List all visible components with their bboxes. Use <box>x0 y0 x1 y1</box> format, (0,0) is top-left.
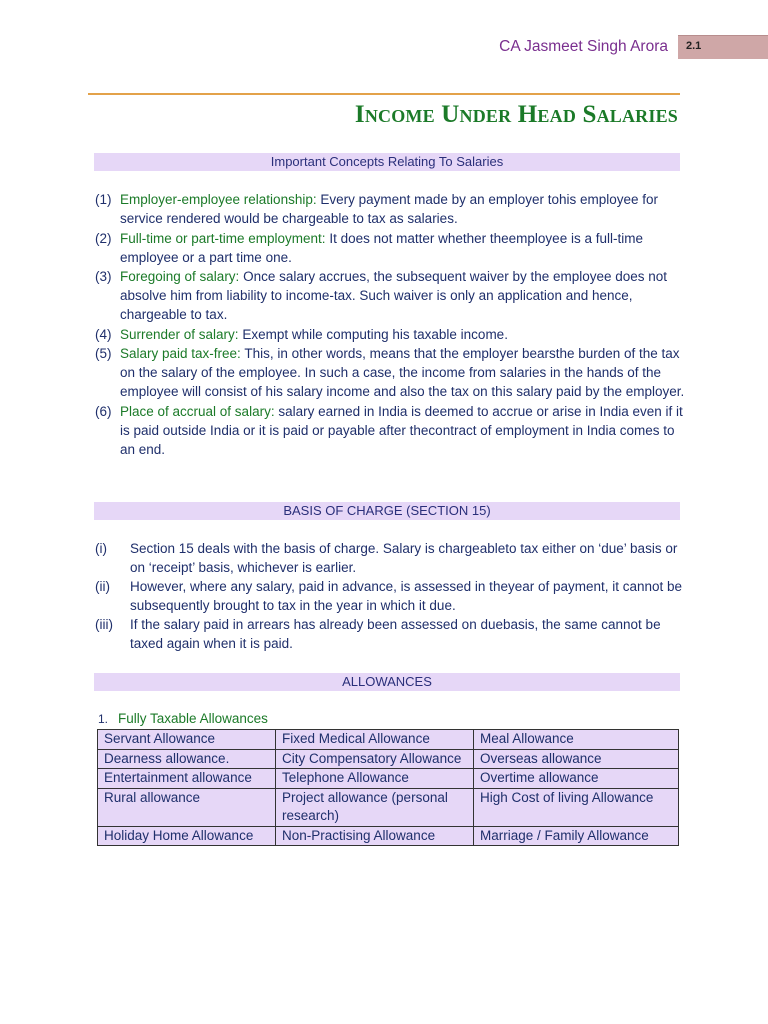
allowances-table <box>97 729 679 846</box>
basis-list <box>95 539 685 653</box>
basis-heading: BASIS OF CHARGE (SECTION 15) <box>94 502 680 520</box>
table-cell: Entertainment allowance <box>98 769 276 789</box>
subheading-number: 1. <box>98 712 109 726</box>
page-number-badge <box>678 35 768 59</box>
concept-term: Full-time or part-time employment: <box>120 230 326 246</box>
concept-text: Exempt while computing his taxable income. <box>238 326 508 342</box>
concept-item <box>95 402 685 459</box>
table-cell: Meal Allowance <box>474 730 679 750</box>
concept-number: (2) <box>95 230 112 246</box>
table-cell: Rural allowance <box>98 788 276 826</box>
table-cell: Marriage / Family Allowance <box>474 826 679 846</box>
concept-item <box>95 229 685 267</box>
basis-item <box>95 577 685 615</box>
table-cell: Overseas allowance <box>474 749 679 769</box>
table-cell: Overtime allowance <box>474 769 679 789</box>
header-author: CA Jasmeet Singh Arora <box>499 38 668 55</box>
table-cell: Servant Allowance <box>98 730 276 750</box>
concept-number: (5) <box>95 346 112 361</box>
concept-term: Surrender of salary: <box>120 326 239 342</box>
concepts-list <box>95 190 685 459</box>
table-cell: Non-Practising Allowance <box>276 826 474 846</box>
table-row <box>98 826 679 846</box>
concept-term: Salary paid tax-free: <box>120 346 241 361</box>
basis-text: However, where any salary, paid in advance, is assessed in theyear of payment, it cannot be subsequently brought to tax in the year in which it due. <box>130 579 683 613</box>
table-cell: City Compensatory Allowance <box>276 749 474 769</box>
fully-taxable-heading <box>98 711 268 726</box>
table-cell: High Cost of living Allowance <box>474 788 679 826</box>
table-cell: Telephone Allowance <box>276 769 474 789</box>
concept-text: salary earned in India is deemed to accrue or arise in India even if it is paid outside India or it is paid or payable after thecontract of employment in India comes to an end. <box>120 403 683 457</box>
table-cell: Dearness allowance. <box>98 749 276 769</box>
basis-item <box>95 615 685 653</box>
concepts-heading: Important Concepts Relating To Salaries <box>94 153 680 171</box>
basis-item <box>95 539 685 577</box>
table-row <box>98 749 679 769</box>
concept-text: Every payment made by an employer tohis employee for service rendered would be chargeable to tax as salaries. <box>120 192 659 226</box>
basis-text: If the salary paid in arrears has already been assessed on duebasis, the same cannot be taxed again when it is paid. <box>130 617 661 651</box>
allowances-heading: ALLOWANCES <box>94 673 680 691</box>
concept-term: Employer-employee relationship: <box>120 192 317 207</box>
concept-number: (6) <box>95 403 112 419</box>
concept-number: (3) <box>95 269 112 284</box>
header-rule <box>88 93 680 95</box>
concept-item <box>95 267 685 324</box>
table-cell: Holiday Home Allowance <box>98 826 276 846</box>
table-cell: Fixed Medical Allowance <box>276 730 474 750</box>
page-number: 2.1 <box>686 40 702 52</box>
basis-number: (i) <box>95 541 107 556</box>
concept-term: Foregoing of salary: <box>120 269 240 284</box>
concept-text: This, in other words, means that the employer bearsthe burden of the tax on the salary of the employee. In such a case, the income from salaries in the hands of the employee will consist of his salary income and also the tax on this salary paid by the employer. <box>120 346 685 399</box>
concept-term: Place of accrual of salary: <box>120 403 275 419</box>
basis-number: (iii) <box>95 617 113 632</box>
concept-item <box>95 190 685 228</box>
table-row <box>98 769 679 789</box>
table-row <box>98 788 679 826</box>
table-cell: Project allowance (personal research) <box>276 788 474 826</box>
table-row <box>98 730 679 750</box>
concept-item <box>95 325 685 344</box>
concept-item <box>95 344 685 401</box>
basis-number: (ii) <box>95 579 110 594</box>
concept-text: Once salary accrues, the subsequent waiver by the employee does not absolve him from liability to income-tax. Such waiver is only an application and hence, chargeable to tax. <box>120 269 668 322</box>
chapter-title: Income Under Head Salaries <box>354 101 678 128</box>
subheading-label: Fully Taxable Allowances <box>118 711 268 726</box>
concept-number: (1) <box>95 192 112 207</box>
concept-text: It does not matter whether theemployee is a full-time employee or a part time one. <box>120 230 643 265</box>
concept-number: (4) <box>95 326 112 342</box>
basis-text: Section 15 deals with the basis of charge. Salary is chargeableto tax either on ‘due’ basis or on ‘receipt’ basis, whichever is earlier. <box>130 541 678 575</box>
